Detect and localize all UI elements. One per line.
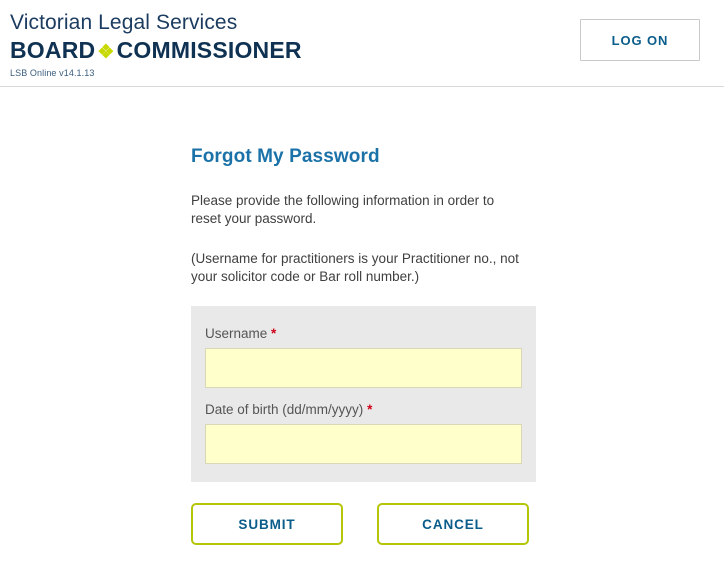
intro-text: Please provide the following information in order to reset your password. [191,193,495,226]
dob-label [205,402,522,417]
brand-board-text: BOARD [10,37,96,63]
brand-commissioner-text: COMMISSIONER [116,37,302,63]
brand-line-2 [10,39,302,62]
username-field-group [191,326,536,388]
site-header [0,0,724,87]
submit-button[interactable]: SUBMIT [191,503,343,545]
form-actions [191,503,536,545]
forgot-password-panel [191,146,536,545]
cancel-button[interactable]: CANCEL [377,503,529,545]
required-asterisk: * [271,326,277,341]
log-on-button[interactable]: LOG ON [580,19,700,61]
diamond-icon: ❖ [97,42,115,63]
brand-line-1: Victorian Legal Services [10,11,238,34]
username-label [205,326,522,341]
reset-form [191,306,536,482]
required-asterisk: * [367,402,373,417]
brand-logo [10,12,302,78]
page-title: Forgot My Password [191,146,380,167]
dob-label-text: Date of birth (dd/mm/yyyy) [205,402,364,417]
username-label-text: Username [205,326,268,341]
app-version-label: LSB Online v14.1.13 [10,68,95,78]
username-input[interactable] [205,348,522,388]
date-of-birth-input[interactable] [205,424,522,464]
dob-field-group [191,402,536,464]
username-note-text: (Username for practitioners is your Practitioner no., not your solicitor code or Bar roll number.) [191,251,519,284]
